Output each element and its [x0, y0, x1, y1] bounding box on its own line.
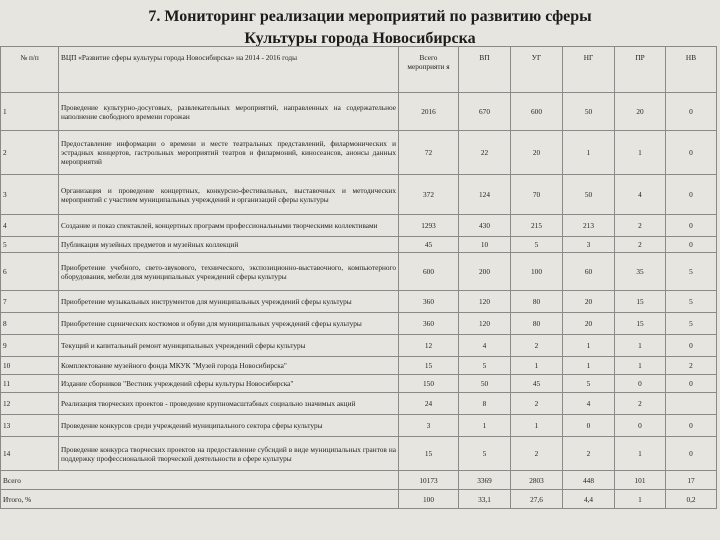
- table-row: [1, 237, 717, 253]
- cell-ng: 60: [563, 253, 615, 291]
- row-number: 2: [1, 131, 59, 175]
- cell-pr: 0: [615, 415, 666, 437]
- cell-ng: 1: [563, 357, 615, 375]
- totals-pr: 1: [615, 490, 666, 509]
- cell-vp: 8: [459, 393, 511, 415]
- cell-total: 372: [399, 175, 459, 215]
- table-row: [1, 93, 717, 131]
- cell-pr: 2: [615, 215, 666, 237]
- row-number: 14: [1, 437, 59, 471]
- row-description: Публикация музейных предметов и музейных коллекций: [59, 237, 399, 253]
- row-number: 3: [1, 175, 59, 215]
- cell-pr: 1: [615, 437, 666, 471]
- header-pr: ПР: [615, 47, 666, 93]
- cell-ng: 3: [563, 237, 615, 253]
- cell-nv: 0: [666, 215, 717, 237]
- row-description: Создание и показ спектаклей, концертных программ профессиональными творческими коллективами: [59, 215, 399, 237]
- cell-vp: 120: [459, 313, 511, 335]
- row-description: Приобретение сценических костюмов и обуви для муниципальных учреждений сферы культуры: [59, 313, 399, 335]
- cell-nv: 5: [666, 291, 717, 313]
- cell-total: 72: [399, 131, 459, 175]
- cell-vp: 50: [459, 375, 511, 393]
- table-row: [1, 437, 717, 471]
- cell-vp: 120: [459, 291, 511, 313]
- cell-ug: 1: [511, 357, 563, 375]
- row-number: 10: [1, 357, 59, 375]
- totals-nv: 17: [666, 471, 717, 490]
- cell-pr: 1: [615, 131, 666, 175]
- totals-ug: 2803: [511, 471, 563, 490]
- cell-nv: 0: [666, 335, 717, 357]
- cell-nv: 0: [666, 415, 717, 437]
- row-number: 8: [1, 313, 59, 335]
- totals-label: Всего: [1, 471, 399, 490]
- cell-pr: 15: [615, 291, 666, 313]
- cell-ug: 80: [511, 313, 563, 335]
- cell-ug: 600: [511, 93, 563, 131]
- cell-total: 3: [399, 415, 459, 437]
- table-row: [1, 313, 717, 335]
- cell-total: 150: [399, 375, 459, 393]
- table-row: [1, 375, 717, 393]
- cell-vp: 22: [459, 131, 511, 175]
- cell-vp: 200: [459, 253, 511, 291]
- cell-nv: 0: [666, 375, 717, 393]
- cell-ng: 20: [563, 313, 615, 335]
- cell-vp: 124: [459, 175, 511, 215]
- header-total: Всего мероприяти я: [399, 47, 459, 93]
- header-ug: УГ: [511, 47, 563, 93]
- cell-ug: 2: [511, 393, 563, 415]
- cell-vp: 1: [459, 415, 511, 437]
- totals-total: 10173: [399, 471, 459, 490]
- totals-vp: 33,1: [459, 490, 511, 509]
- cell-ug: 2: [511, 335, 563, 357]
- cell-ug: 2: [511, 437, 563, 471]
- cell-total: 600: [399, 253, 459, 291]
- cell-vp: 670: [459, 93, 511, 131]
- cell-ng: 1: [563, 131, 615, 175]
- row-number: 1: [1, 93, 59, 131]
- cell-nv: [666, 393, 717, 415]
- cell-pr: 35: [615, 253, 666, 291]
- cell-pr: 0: [615, 375, 666, 393]
- cell-ng: 2: [563, 437, 615, 471]
- cell-total: 15: [399, 437, 459, 471]
- cell-total: 1293: [399, 215, 459, 237]
- cell-nv: 0: [666, 93, 717, 131]
- row-description: Комплектование музейного фонда МКУК "Музей города Новосибирска": [59, 357, 399, 375]
- table-row: [1, 335, 717, 357]
- cell-total: 360: [399, 313, 459, 335]
- row-description: Предоставление информации о времени и месте театральных представлений, филармонических и эстрадных концертов, гастрольных мероприятий театров и филармоний, киносеансов, анонсы данных мероприятий: [59, 131, 399, 175]
- cell-vp: 430: [459, 215, 511, 237]
- row-description: Текущий и капитальный ремонт муниципальных учреждений сферы культуры: [59, 335, 399, 357]
- cell-pr: 20: [615, 93, 666, 131]
- cell-vp: 4: [459, 335, 511, 357]
- cell-ng: 213: [563, 215, 615, 237]
- totals-ng: 448: [563, 471, 615, 490]
- cell-vp: 5: [459, 357, 511, 375]
- row-description: Проведение конкурсов среди учреждений муниципального сектора сферы культуры: [59, 415, 399, 437]
- cell-ug: 215: [511, 215, 563, 237]
- totals-label: Итого, %: [1, 490, 399, 509]
- cell-ug: 70: [511, 175, 563, 215]
- cell-ug: 1: [511, 415, 563, 437]
- totals-pr: 101: [615, 471, 666, 490]
- table-row: [1, 357, 717, 375]
- cell-total: 15: [399, 357, 459, 375]
- totals-nv: 0,2: [666, 490, 717, 509]
- table-row: [1, 215, 717, 237]
- cell-nv: 0: [666, 237, 717, 253]
- row-number: 13: [1, 415, 59, 437]
- totals-total: 100: [399, 490, 459, 509]
- cell-total: 45: [399, 237, 459, 253]
- cell-nv: 5: [666, 313, 717, 335]
- header-description: ВЦП «Развитие сферы культуры города Новосибирска» на 2014 - 2016 годы: [59, 47, 399, 93]
- cell-pr: 2: [615, 237, 666, 253]
- cell-ng: 1: [563, 335, 615, 357]
- totals-ng: 4,4: [563, 490, 615, 509]
- title-line-1: 7. Мониторинг реализации мероприятий по развитию сферы: [148, 8, 592, 25]
- row-description: Приобретение учебного, свето-звукового, технического, экспозиционно-выставочного, компьютерного оборудования, мебели для муниципальных учреждений сферы культуры: [59, 253, 399, 291]
- cell-ng: 50: [563, 175, 615, 215]
- totals-vp: 3369: [459, 471, 511, 490]
- cell-pr: 1: [615, 357, 666, 375]
- row-number: 5: [1, 237, 59, 253]
- table-row: [1, 253, 717, 291]
- row-number: 7: [1, 291, 59, 313]
- cell-ug: 45: [511, 375, 563, 393]
- totals-row: [1, 471, 717, 490]
- cell-ng: 50: [563, 93, 615, 131]
- cell-nv: 0: [666, 175, 717, 215]
- cell-vp: 5: [459, 437, 511, 471]
- row-description: Издание сборников "Вестник учреждений сферы культуры Новосибирска": [59, 375, 399, 393]
- totals-row: [1, 490, 717, 509]
- monitoring-table: [0, 46, 717, 509]
- row-description: Приобретение музыкальных инструментов для муниципальных учреждений сферы культуры: [59, 291, 399, 313]
- cell-pr: 15: [615, 313, 666, 335]
- cell-pr: 1: [615, 335, 666, 357]
- cell-ng: 4: [563, 393, 615, 415]
- title-line-2: Культуры города Новосибирска: [244, 30, 476, 47]
- row-number: 6: [1, 253, 59, 291]
- cell-ug: 5: [511, 237, 563, 253]
- table-row: [1, 131, 717, 175]
- cell-total: 360: [399, 291, 459, 313]
- row-description: Проведение культурно-досуговых, развлекательных мероприятий, направленных на содержательное наполнение свободного времени горожан: [59, 93, 399, 131]
- header-vp: ВП: [459, 47, 511, 93]
- cell-ng: 0: [563, 415, 615, 437]
- cell-vp: 10: [459, 237, 511, 253]
- page-title: [0, 6, 720, 50]
- totals-ug: 27,6: [511, 490, 563, 509]
- row-description: Реализация творческих проектов - проведение крупномасштабных социально значимых акций: [59, 393, 399, 415]
- cell-nv: 0: [666, 437, 717, 471]
- table-row: [1, 415, 717, 437]
- cell-ng: 5: [563, 375, 615, 393]
- cell-total: 12: [399, 335, 459, 357]
- cell-nv: 2: [666, 357, 717, 375]
- cell-ug: 20: [511, 131, 563, 175]
- row-number: 4: [1, 215, 59, 237]
- header-nv: НВ: [666, 47, 717, 93]
- cell-ng: 20: [563, 291, 615, 313]
- row-number: 12: [1, 393, 59, 415]
- table-row: [1, 291, 717, 313]
- cell-total: 24: [399, 393, 459, 415]
- row-number: 9: [1, 335, 59, 357]
- header-num: № п/п: [1, 47, 59, 93]
- row-description: Организация и проведение концертных, конкурсно-фестивальных, выставочных и методических мероприятий с участием муниципальных учреждений и организаций сферы культуры: [59, 175, 399, 215]
- row-number: 11: [1, 375, 59, 393]
- table-row: [1, 393, 717, 415]
- cell-total: 2016: [399, 93, 459, 131]
- cell-pr: 4: [615, 175, 666, 215]
- cell-nv: 5: [666, 253, 717, 291]
- row-description: Проведение конкурса творческих проектов на предоставление субсидий в виде муниципальных грантов на поддержку профессиональной творческой деятельности в сфере культуры: [59, 437, 399, 471]
- cell-ug: 100: [511, 253, 563, 291]
- cell-pr: 2: [615, 393, 666, 415]
- table-header-row: [1, 47, 717, 93]
- cell-nv: 0: [666, 131, 717, 175]
- cell-ug: 80: [511, 291, 563, 313]
- table-row: [1, 175, 717, 215]
- header-ng: НГ: [563, 47, 615, 93]
